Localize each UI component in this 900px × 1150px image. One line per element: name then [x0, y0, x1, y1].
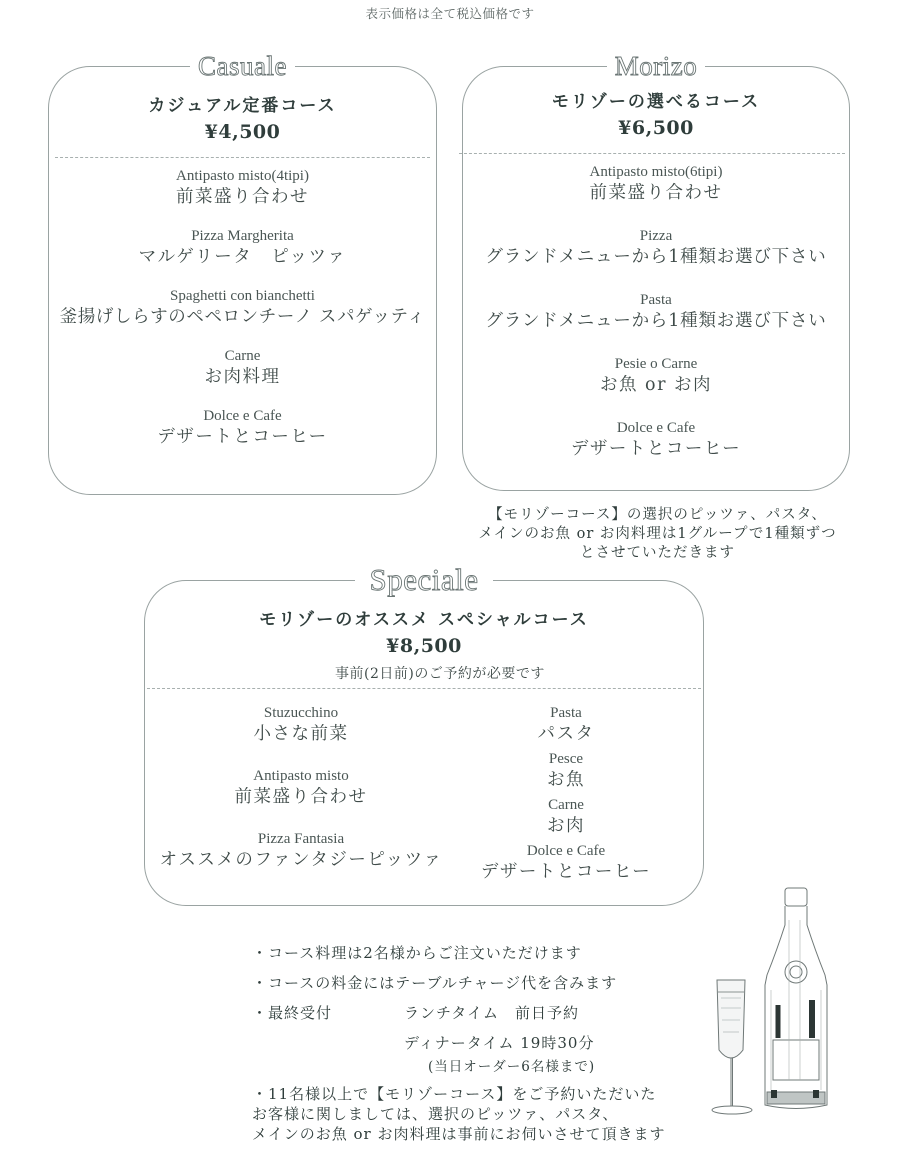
item-italian: Dolce e Cafe: [616, 420, 696, 436]
course-items: [49, 167, 436, 467]
item-italian: Antipasto misto(6tipi): [589, 164, 723, 180]
item-japanese: お魚: [547, 770, 585, 790]
menu-item: [145, 704, 457, 746]
menu-item: [463, 355, 849, 397]
menu-item: [463, 227, 849, 269]
item-italian: Pasta: [640, 292, 672, 308]
course-name: モリゾーのオススメ スペシャルコース: [259, 610, 589, 630]
last-order-label: ・最終受付: [252, 1004, 333, 1022]
course-price: ¥6,500: [618, 117, 694, 139]
item-japanese: デザートとコーヒー: [480, 862, 652, 882]
item-italian: Antipasto misto(4tipi): [176, 168, 309, 184]
menu-item: [463, 291, 849, 333]
course-items-left: [145, 704, 457, 893]
note-last-order: [252, 1002, 702, 1032]
dashed-divider: [147, 688, 701, 689]
menu-item: [145, 767, 457, 809]
menu-item: [475, 796, 657, 838]
dashed-divider: [459, 153, 845, 154]
reservation-required-note: 事前(2日前)のご予約が必要です: [335, 666, 545, 682]
menu-item: [145, 830, 457, 872]
item-japanese: デザートとコーヒー: [157, 427, 328, 447]
note-line: とさせていただきます: [580, 545, 735, 561]
item-italian: Carne: [224, 348, 261, 364]
item-italian: Pesce: [548, 751, 584, 767]
item-japanese: マルゲリータ ピッツァ: [138, 247, 347, 267]
menu-item: [475, 750, 657, 792]
menu-item: [49, 407, 436, 449]
speciale-course-card: [144, 562, 704, 906]
item-italian: Pizza: [639, 228, 673, 244]
item-italian: Pizza Margherita: [191, 228, 294, 244]
course-price: ¥8,500: [386, 635, 462, 657]
course-notes: [252, 942, 702, 1144]
item-japanese: お魚 or お肉: [599, 375, 713, 395]
course-price: ¥4,500: [204, 121, 281, 143]
card-title-casuale: Casuale: [190, 50, 295, 82]
note-large-group-line: お客様に関しましては、選択のピッツァ、パスタ、: [252, 1105, 619, 1123]
note-large-group-line: メインのお魚 or お肉料理は事前にお伺いさせて頂きます: [252, 1125, 666, 1143]
card-title-speciale: Speciale: [355, 564, 492, 596]
item-italian: Pasta: [550, 705, 582, 721]
course-items: [463, 163, 849, 483]
champagne-bottle-icon: [765, 888, 827, 1109]
item-japanese: 釜揚げしらすのペペロンチーノ スパゲッティ: [59, 307, 426, 327]
dashed-divider: [55, 157, 430, 158]
item-japanese: 前菜盛り合わせ: [234, 787, 368, 807]
note-line: 【モリゾーコース】の選択のピッツァ、パスタ、: [488, 507, 827, 523]
item-italian: Dolce e Cafe: [203, 408, 282, 424]
note-line: メインのお魚 or お肉料理は1グループで1種類ずつ: [478, 526, 837, 542]
item-japanese: グランドメニューから1種類お選び下さい: [485, 311, 827, 331]
item-japanese: デザートとコーヒー: [570, 439, 742, 459]
item-italian: Antipasto misto: [253, 768, 349, 784]
course-name: カジュアル定番コース: [148, 96, 337, 116]
dinner-last-order: ディナータイム 19時30分: [404, 1034, 595, 1052]
course-items-right: [475, 704, 657, 888]
menu-item: [463, 163, 849, 205]
item-japanese: お肉: [547, 816, 585, 836]
morizo-course-card: [462, 51, 850, 491]
card-title-morizo: Morizo: [607, 50, 705, 82]
lunch-last-order: ランチタイム 前日予約: [404, 1004, 579, 1022]
dinner-same-day-note: (当日オーダー6名様まで): [428, 1059, 596, 1075]
note-large-group-line: ・11名様以上で【モリゾーコース】をご予約いただいた: [252, 1085, 657, 1103]
note-min-guests: ・コース料理は2名様からご注文いただけます: [252, 944, 582, 962]
item-italian: Pesie o Carne: [614, 356, 698, 372]
item-italian: Dolce e Cafe: [526, 843, 606, 859]
morizo-course-note: [455, 506, 860, 563]
menu-item: [49, 167, 436, 209]
menu-item: [49, 287, 436, 329]
item-italian: Spaghetti con bianchetti: [170, 288, 315, 304]
item-japanese: 小さな前菜: [253, 724, 349, 744]
item-italian: Carne: [548, 797, 584, 813]
menu-item: [463, 419, 849, 461]
menu-item: [475, 842, 657, 884]
course-name: モリゾーの選べるコース: [551, 92, 761, 112]
item-japanese: グランドメニューから1種類お選び下さい: [485, 247, 827, 267]
item-italian: Stuzucchino: [263, 705, 339, 721]
item-italian: Pizza Fantasia: [257, 831, 345, 847]
note-table-charge: ・コースの料金にはテーブルチャージ代を含みます: [252, 974, 618, 992]
item-japanese: 前菜盛り合わせ: [589, 183, 723, 203]
casuale-course-card: [48, 51, 437, 495]
tax-note: 表示価格は全て税込価格です: [365, 6, 535, 21]
champagne-glass-icon: [712, 980, 752, 1114]
item-japanese: お肉料理: [204, 367, 281, 387]
menu-item: [49, 227, 436, 269]
item-japanese: パスタ: [537, 724, 595, 744]
menu-item: [49, 347, 436, 389]
item-japanese: 前菜盛り合わせ: [176, 187, 309, 207]
item-japanese: オススメのファンタジーピッツァ: [159, 850, 443, 870]
champagne-bottle-and-glass-icon: [705, 880, 855, 1120]
menu-item: [475, 704, 657, 746]
